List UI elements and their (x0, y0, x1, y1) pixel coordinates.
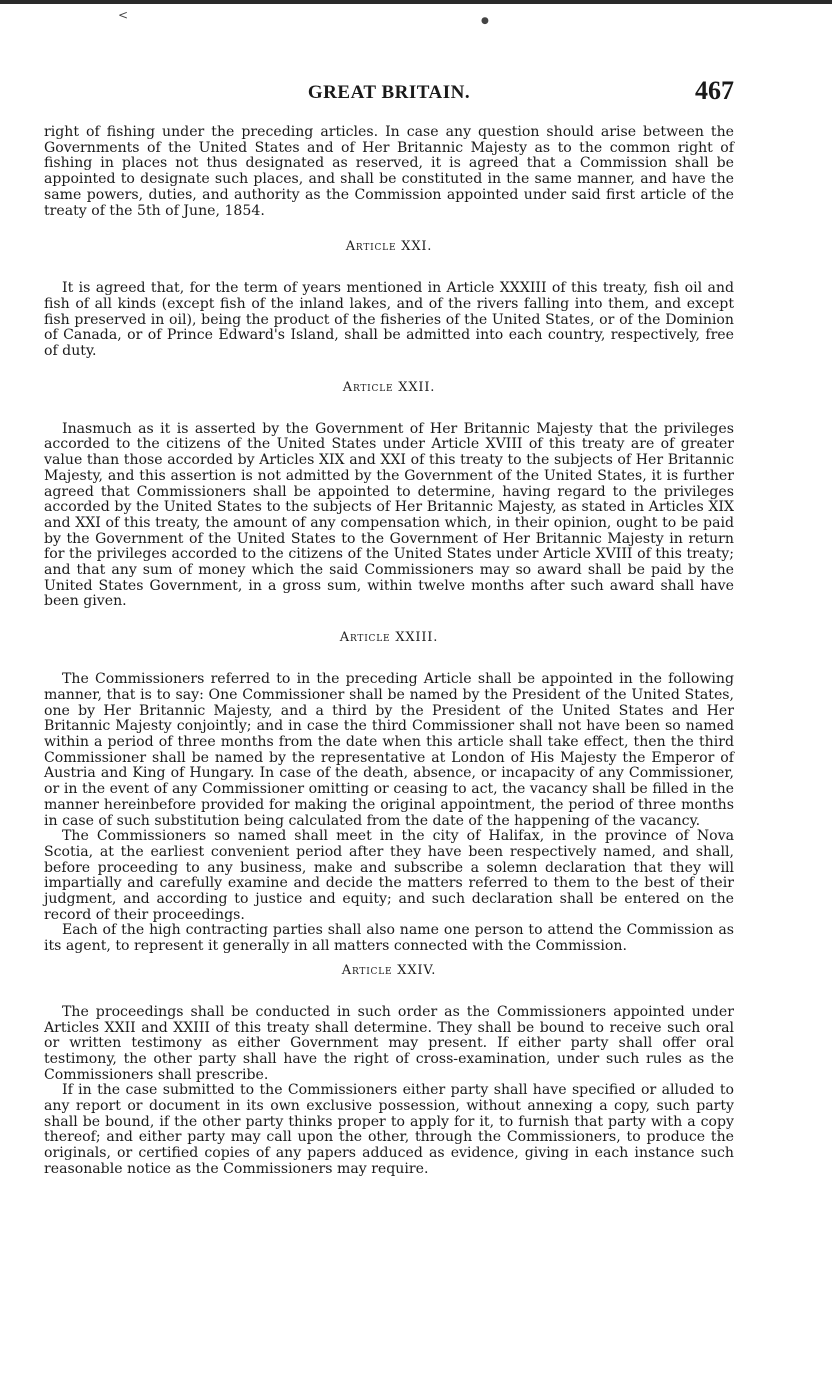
page-body (44, 125, 734, 1178)
article-heading: Article XXIV. (341, 962, 437, 978)
article-paragraph: Inasmuch as it is asserted by the Government of Her Britannic Majesty that the privileges accorded to the citizens of the United States under Article XVIII of this treaty are of greater value than those accorded by Articles XIX and XXI of this treaty to the subjects of Her Britannic Majesty, and this assertion is not admitted by the Government of the United States, it is further agreed that Commissioners shall be appointed to determine, having regard to the privileges accorded by the United States to the subjects of Her Britannic Majesty, as stated in Articles XIX and XXI of this treaty, the amount of any compensation which, in their opinion, ought to be paid by the Government of the United States to the Government of Her Britannic Majesty in return for the privileges accorded to the citizens of the United States under Article XVIII of this treaty; and that any sum of money which the said Commissioners may so award shall be paid by the United States Government, in a gross sum, within twelve months after such award shall have been given. (44, 420, 734, 610)
page-header (44, 78, 734, 108)
running-head: GREAT BRITAIN. (307, 82, 471, 103)
article-paragraph: If in the case submitted to the Commissioners either party shall have specified or alluded to any report or document in its own exclusive possession, without annexing a copy, such party shall be bound, if the other party thinks proper to apply for it, to furnish that party with a copy thereof; and either party may call upon the other, through the Commissioners, to produce the originals, or certified copies of any papers adduced as evidence, giving in each instance such reasonable notice as the Commissioners may require. (44, 1082, 734, 1177)
article-paragraph: Each of the high contracting parties shall also name one person to attend the Commission as its agent, to represent it generally in all matters connected with the Commission. (44, 922, 734, 955)
article-paragraph: It is agreed that, for the term of years mentioned in Article XXXIII of this treaty, fish oil and fish of all kinds (except fish of the inland lakes, and of the rivers falling into them, and except fish preserved in oil), being the product of the fisheries of the United States, or of the Dominion of Canada, or of Prince Edward's Island, shall be admitted into each country, respectively, free of duty. (44, 280, 734, 360)
stray-dot: ● (481, 16, 489, 26)
article-heading: Article XXIII. (339, 630, 439, 646)
article-paragraph: The Commissioners so named shall meet in the city of Halifax, in the province of Nova Scotia, at the earliest convenient period after they have been respectively named, and shall, before proceeding to any business, make and subscribe a solemn declaration that they will impartially and carefully examine and decide the matters referred to them to the best of their judgment, and according to justice and equity; and such declaration shall be entered on the record of their proceedings. (44, 828, 734, 923)
article-paragraph: The proceedings shall be conducted in such order as the Commissioners appointed under Articles XXII and XXIII of this treaty shall determine. They shall be bound to receive such oral or written testimony as either Government may present. If either party shall offer oral testimony, the other party shall have the right of cross-examination, under such rules as the Commissioners shall prescribe. (44, 1003, 734, 1083)
stray-mark: < (118, 8, 129, 22)
article-paragraph: The Commissioners referred to in the preceding Article shall be appointed in the following manner, that is to say: One Commissioner shall be named by the President of the United States, one by Her Britannic Majesty, and a third by the President of the United States and Her Britannic Majesty conjointly; and in case the third Commissioner shall not have been so named within a period of three months from the date when this article shall take effect, then the third Commissioner shall be named by the representative at London of His Majesty the Emperor of Austria and King of Hungary. In case of the death, absence, or incapacity of any Commissioner, or in the event of any Commissioner omitting or ceasing to act, the vacancy shall be filled in the manner hereinbefore provided for making the original appointment, the period of three months in case of such substitution being calculated from the date of the happening of the vacancy. (44, 671, 734, 829)
article-heading: Article XXII. (342, 379, 436, 395)
article-heading: Article XXI. (345, 239, 433, 255)
top-border-rule (0, 0, 832, 4)
continuation-paragraph: right of fishing under the preceding articles. In case any question should arise between the Governments of the United States and of Her Britannic Majesty as to the common right of fishing in places not thus designated as reserved, it is agreed that a Commission shall be appointed to designate such places, and shall be constituted in the same manner, and have the same powers, duties, and authority as the Commission appointed under said first article of the treaty of the 5th of June, 1854. (44, 124, 734, 219)
page-number: 467 (695, 76, 734, 105)
